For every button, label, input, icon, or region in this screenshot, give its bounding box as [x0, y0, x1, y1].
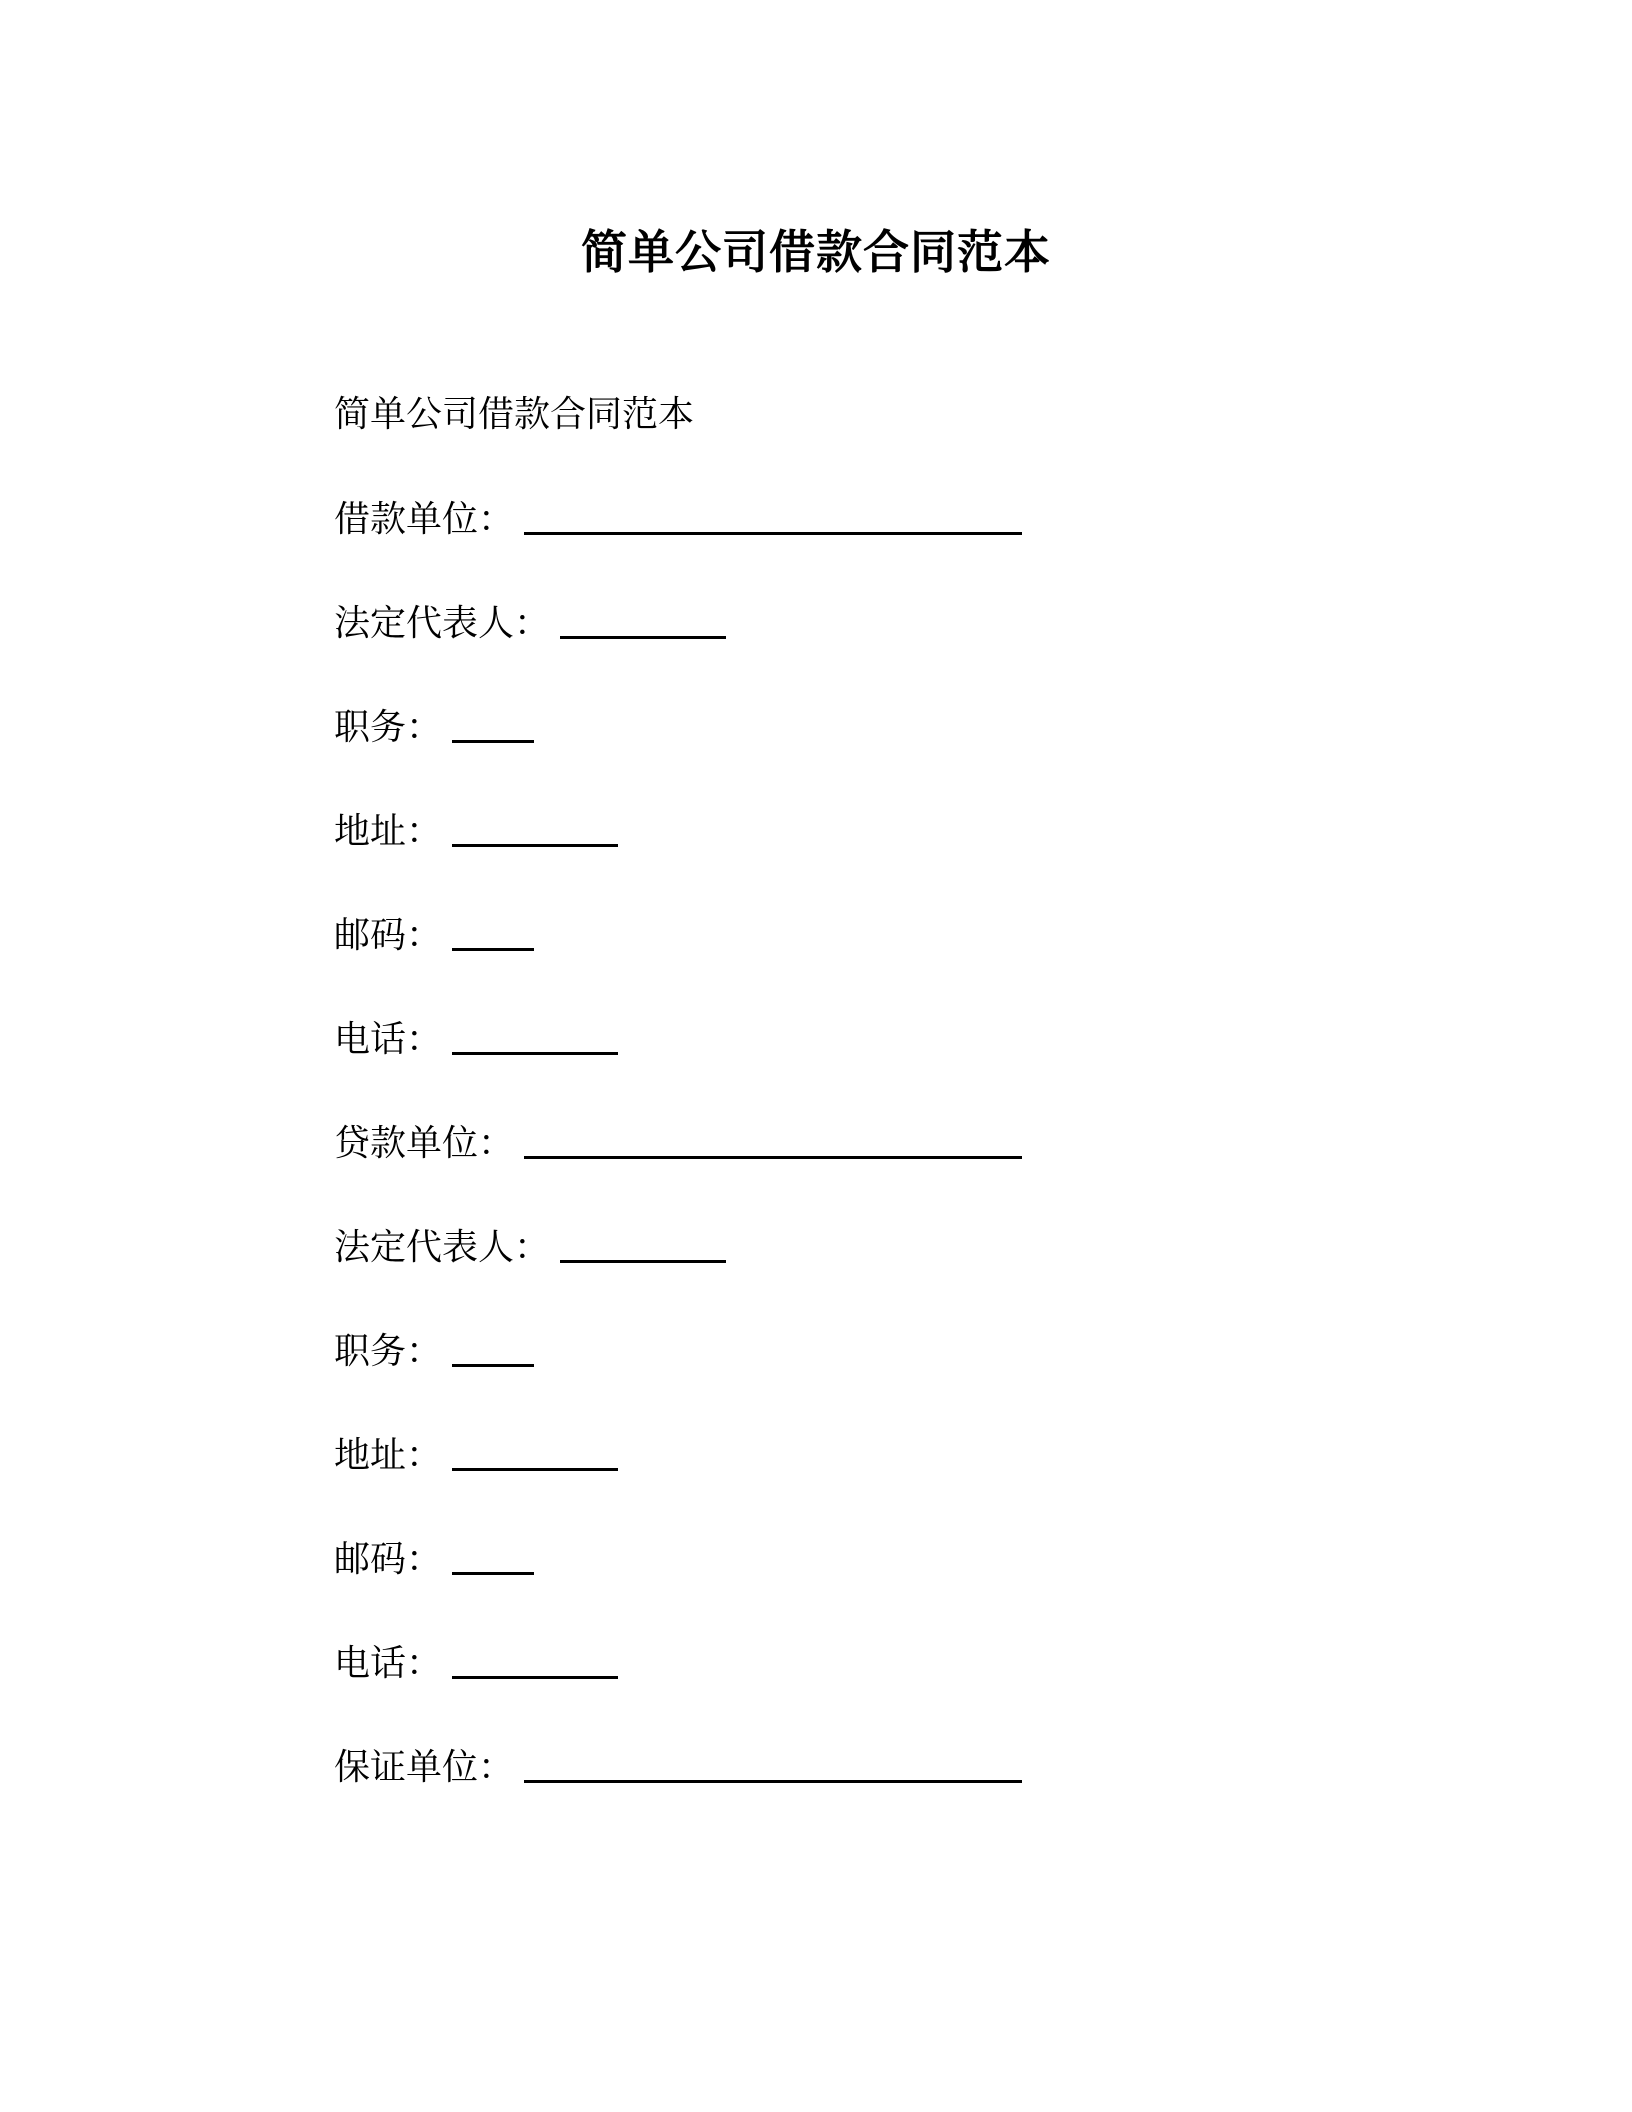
field-borrower-phone — [334, 1014, 1334, 1064]
field-label: 法定代表人 — [334, 603, 515, 644]
field-label: 地址 — [334, 811, 407, 852]
field-colon: ： — [514, 603, 551, 644]
field-colon: ： — [406, 1643, 443, 1684]
fill-in-blank[interactable] — [524, 1746, 1022, 1783]
fill-in-blank[interactable] — [452, 1434, 618, 1471]
fill-in-blank[interactable] — [524, 498, 1022, 535]
field-lender-postcode — [334, 1534, 1334, 1584]
field-borrower-postcode — [334, 910, 1334, 960]
field-guarantor-unit — [334, 1742, 1334, 1792]
fill-in-blank[interactable] — [452, 706, 534, 743]
field-colon: ： — [514, 1227, 551, 1268]
fill-in-blank[interactable] — [524, 1122, 1022, 1159]
fill-in-blank[interactable] — [452, 914, 534, 951]
field-label: 邮码 — [334, 1539, 407, 1580]
field-colon: ： — [406, 811, 443, 852]
field-lender-legal-representative — [334, 1222, 1334, 1272]
fill-in-blank[interactable] — [560, 602, 726, 639]
field-label: 贷款单位 — [334, 1123, 479, 1164]
field-borrower-address — [334, 806, 1334, 856]
field-colon: ： — [406, 1539, 443, 1580]
field-label: 电话 — [334, 1643, 407, 1684]
field-lender-address — [334, 1430, 1334, 1480]
field-lender-unit — [334, 1118, 1334, 1168]
field-label: 电话 — [334, 1019, 407, 1060]
field-label: 地址 — [334, 1435, 407, 1476]
field-label: 法定代表人 — [334, 1227, 515, 1268]
fill-in-blank[interactable] — [560, 1226, 726, 1263]
field-label: 职务 — [334, 1331, 407, 1372]
field-colon: ： — [406, 915, 443, 956]
field-label: 邮码 — [334, 915, 407, 956]
fill-in-blank[interactable] — [452, 1330, 534, 1367]
fill-in-blank[interactable] — [452, 1642, 618, 1679]
field-colon: ： — [478, 499, 515, 540]
field-colon: ： — [406, 1019, 443, 1060]
document-title: 简单公司借款合同范本 — [581, 225, 1051, 279]
field-colon: ： — [478, 1747, 515, 1788]
field-colon: ： — [406, 707, 443, 748]
fill-in-blank[interactable] — [452, 1538, 534, 1575]
field-label: 职务 — [334, 707, 407, 748]
document-body — [334, 390, 1334, 1792]
field-label: 保证单位 — [334, 1747, 479, 1788]
field-borrower-position — [334, 702, 1334, 752]
field-label: 借款单位 — [334, 499, 479, 540]
field-colon: ： — [478, 1123, 515, 1164]
field-colon: ： — [406, 1435, 443, 1476]
document-subtitle: 简单公司借款合同范本 — [334, 394, 695, 435]
field-borrower-legal-representative — [334, 598, 1334, 648]
fill-in-blank[interactable] — [452, 810, 618, 847]
fill-in-blank[interactable] — [452, 1018, 618, 1055]
field-borrower-unit — [334, 494, 1334, 544]
field-lender-phone — [334, 1638, 1334, 1688]
field-lender-position — [334, 1326, 1334, 1376]
field-colon: ： — [406, 1331, 443, 1372]
